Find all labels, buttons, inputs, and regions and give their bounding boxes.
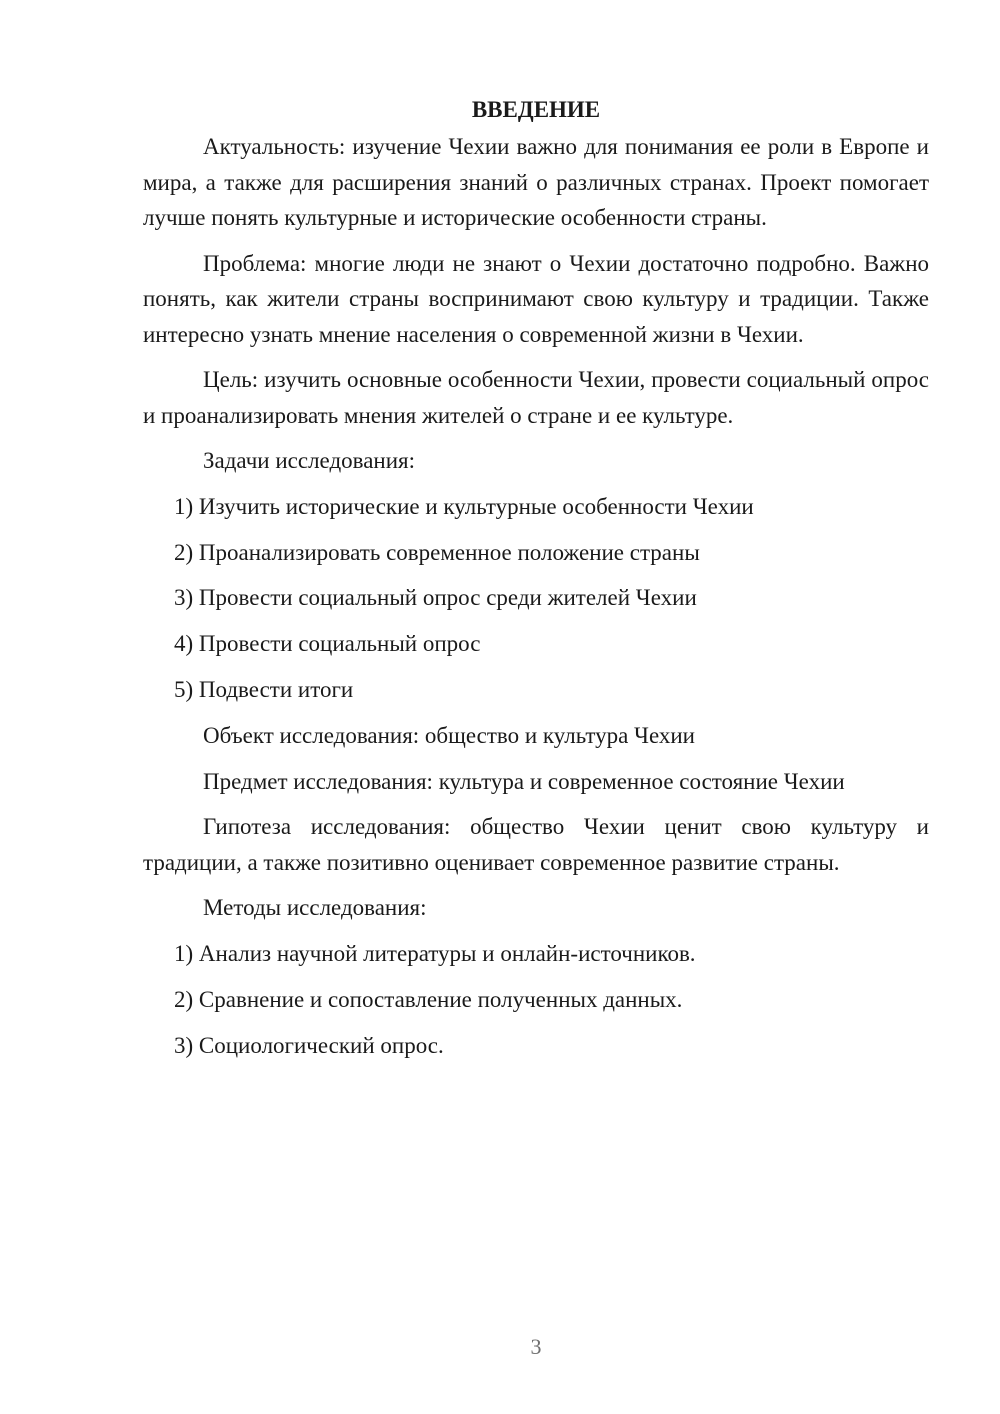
task-item: 3) Провести социальный опрос среди жителей Чехии: [174, 585, 697, 611]
method-item: 3) Социологический опрос.: [174, 1032, 444, 1058]
task-item: 5) Подвести итоги: [174, 676, 354, 702]
method-item: 1) Анализ научной литературы и онлайн-источников.: [174, 941, 696, 967]
research-object: Объект исследования: общество и культура Чехии: [203, 722, 695, 748]
document-page: [143, 92, 929, 1074]
problem-paragraph: Проблема: многие люди не знают о Чехии достаточно подробно. Важно понять, как жители страны воспринимают свою культуру и традиции. Также интересно узнать мнение населения о современной жизни в Чехии.: [143, 250, 929, 347]
page-number: 3: [530, 1334, 542, 1359]
hypothesis-paragraph: Гипотеза исследования: общество Чехии ценит свою культуру и традиции, а также позитивно оценивает современное развитие страны.: [143, 814, 929, 875]
research-subject: Предмет исследования: культура и современное состояние Чехии: [203, 768, 845, 794]
tasks-heading: Задачи исследования:: [203, 448, 416, 473]
task-item: 1) Изучить исторические и культурные особенности Чехии: [174, 493, 754, 519]
methods-heading: Методы исследования:: [203, 895, 427, 921]
relevance-paragraph: Актуальность: изучение Чехии важно для понимания ее роли в Европе и мира, а также для расширения знаний о различных странах. Проект помогает лучше понять культурные и исторические особенности страны.: [143, 134, 929, 230]
task-item: 4) Провести социальный опрос: [174, 631, 481, 657]
task-item: 2) Проанализировать современное положение страны: [174, 539, 700, 565]
page-title: ВВЕДЕНИЕ: [471, 97, 601, 122]
goal-paragraph: Цель: изучить основные особенности Чехии, провести социальный опрос и проанализировать мнения жителей о стране и ее культуре.: [143, 367, 929, 428]
method-item: 2) Сравнение и сопоставление полученных данных.: [174, 986, 683, 1012]
